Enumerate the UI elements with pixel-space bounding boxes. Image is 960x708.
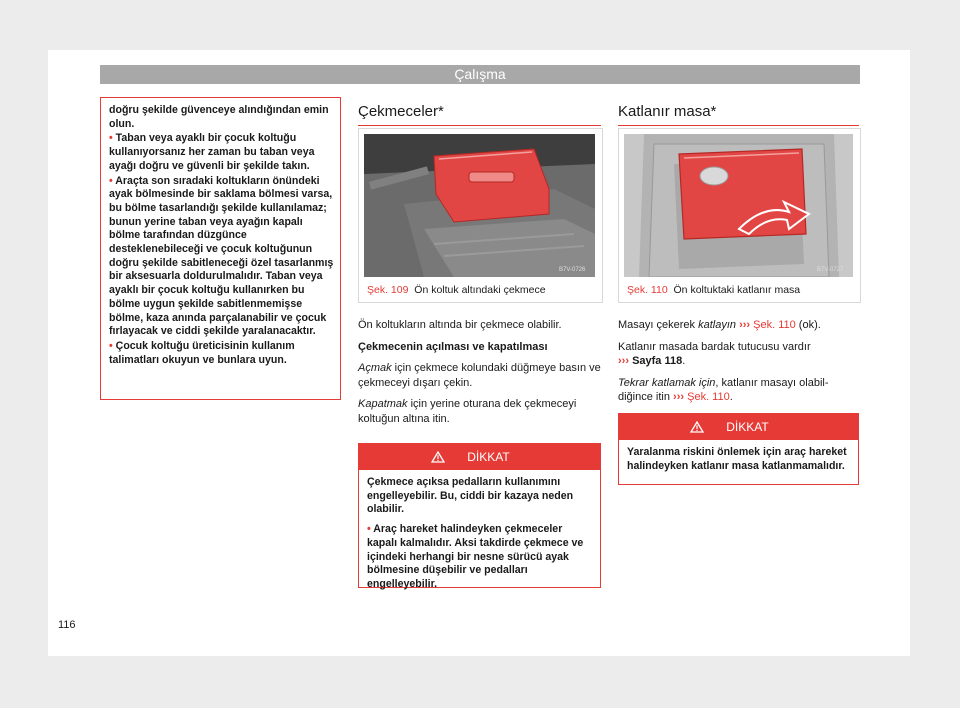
folding-table-text [618, 318, 859, 412]
drawers-subheading: Çekmecenin açılması ve kapatılması [358, 340, 548, 353]
chapter-header: Çalışma [100, 65, 860, 84]
warning-header [359, 444, 600, 470]
folding-table-p2: Katlanır masada bardak tutucusu vardır ››› Sayfa 118. [618, 340, 811, 367]
warning-title: DİKKAT [467, 450, 510, 464]
warning-bullet-1: • Taban veya ayaklı bir çocuk koltuğu kullanıyorsanız her zaman bu taban veya ayağı doğru ve güvenli bir şekilde takın. [109, 132, 315, 172]
arrows-icon: ››› [618, 355, 629, 367]
figure-caption: Şek. 109 Ön koltuk altındaki çekmece [367, 284, 546, 296]
figure-caption: Şek. 110 Ön koltuktaki katlanır masa [627, 284, 801, 296]
folding-table-illustration [624, 134, 853, 277]
warning-triangle-icon [690, 421, 704, 433]
drawers-text [358, 318, 601, 433]
section-title-drawers: Çekmeceler* [358, 103, 601, 126]
warning-triangle-icon [431, 451, 445, 463]
page-number: 116 [58, 619, 76, 631]
warning-intro: doğru şekilde güvenceye alındığından emin olun. [109, 104, 329, 130]
warning-bullet-2: • Araçta son sıradaki koltukların önündeki ayak bölmesinde bir saklama bölmesi varsa, bu bölme tasarlandığı şekilde kullanılamaz; bunun yerine taban veya ayağın kapalı bölme tarafından düzgünce desteklenebileceği ve çocuk koltuğunun doğru şekilde sabitleneceği özel tasarlanmış bir aksesuarla doldurulmalıdır. Taban veya ayaklı bir çocuk koltuğu kullanırken bu bölme uygun şekilde sabitlenmemişse bölme, kaza anında parçalanabilir ve çocuk fırlayacak ve ciddi şekilde yaralanacaktır. [109, 174, 334, 338]
bullet-icon: • [367, 523, 371, 536]
warning-bullet: • Araç hareket halindeyken çekmeceler kapalı kalmalıdır. Aksi takdirde çekmece ve içindeki herhangi bir nesne sürücü ayak bölmesine düşebilir ve pedalları engelleyebilir. [367, 523, 584, 590]
figure-link[interactable]: Şek. 110 [753, 319, 796, 331]
figure-109 [358, 128, 603, 303]
bullet-icon: • [109, 132, 113, 145]
figure-code: B7V-0726 [559, 267, 586, 273]
figure-110 [618, 128, 861, 303]
bullet-icon: • [109, 339, 113, 352]
warning-box-folding-table [618, 413, 859, 485]
bullet-icon: • [109, 174, 113, 187]
drawers-open-text: Açmak için çekmece kolundaki düğmeye basın ve çekmeceyi dışarı çekin. [358, 362, 601, 389]
figure-link[interactable]: Şek. 110 [687, 391, 730, 403]
warning-body [619, 440, 858, 485]
drawer-illustration [364, 134, 595, 277]
figure-code: B7V-0727 [817, 267, 844, 273]
warning-bullet-3: • Çocuk koltuğu üreticisinin kullanım talimatları okuyun ve bunlara uyun. [109, 339, 295, 366]
drawers-intro: Ön koltukların altında bir çekmece olabilir. [358, 319, 562, 331]
arrows-icon: ››› [673, 391, 685, 403]
arrows-icon: ››› [739, 319, 751, 331]
page-link[interactable]: Sayfa 118 [632, 355, 683, 367]
folding-table-p3: Tekrar katlamak için, katlanır masayı olabildiğince itin ››› Şek. 110. [618, 376, 829, 403]
warning-continuation-box [100, 97, 341, 400]
drawers-close-text: Kapatmak için yerine oturana dek çekmeceyi koltuğun altına itin. [358, 398, 577, 425]
warning-body [359, 470, 600, 604]
warning-title: DİKKAT [726, 420, 769, 434]
section-title-folding-table: Katlanır masa* [618, 103, 859, 126]
warning-header [619, 414, 858, 440]
warning-box-drawers [358, 443, 601, 588]
warning-text: Çekmece açıksa pedalların kullanımını engelleyebilir. Bu, ciddi bir kazaya neden olabilir. [367, 476, 574, 516]
warning-text: Yaralanma riskini önlemek için araç hareket halindeyken katlanır masa katlanmamalıdır. [627, 446, 847, 472]
folding-table-p1: Masayı çekerek katlayın ››› Şek. 110 (ok). [618, 319, 821, 331]
